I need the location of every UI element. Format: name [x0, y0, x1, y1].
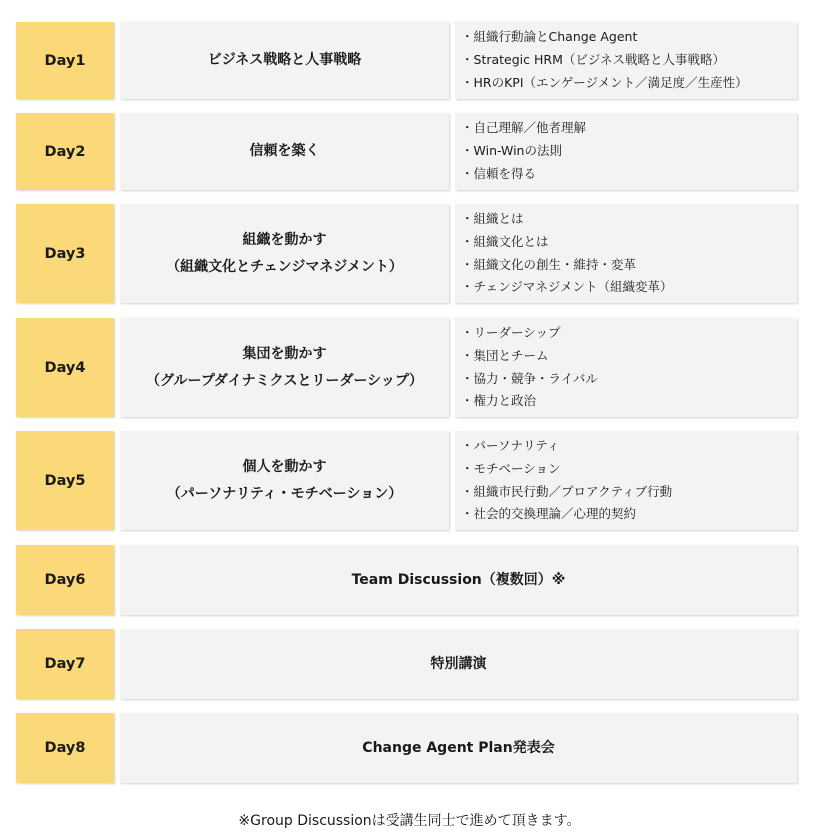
topic-line: 個人を動かす: [242, 458, 327, 475]
details-item: ・ 協力・競争・ライバル: [461, 368, 598, 391]
details-item: ・ 組織文化の創生・維持・変革: [461, 254, 672, 277]
day-label: Day5: [16, 431, 114, 530]
details-list: [455, 208, 672, 299]
details-item: ・ Win-Winの法則: [461, 140, 586, 163]
details-list: [455, 435, 672, 526]
topic-line: ビジネス戦略と人事戦略: [207, 52, 362, 68]
details-list: [455, 26, 748, 94]
topic-line: 信頼を築く: [249, 143, 320, 159]
details-item: ・ 信頼を得る: [461, 163, 586, 186]
topic-cell: [120, 629, 797, 699]
details-item: ・ 集団とチーム: [461, 345, 598, 368]
details-cell: [455, 318, 797, 417]
details-item: ・ 社会的交換理論／心理的契約: [461, 503, 672, 526]
schedule-row-day7: [0, 629, 819, 699]
topic-line: 組織を動かす: [242, 231, 327, 248]
topic-cell: [120, 431, 449, 530]
schedule-row-day6: [0, 545, 819, 615]
topic-line: （グループダイナミクスとリーダーシップ）: [145, 372, 424, 389]
details-item: ・ 自己理解／他者理解: [461, 117, 586, 140]
day-label: Day4: [16, 318, 114, 417]
footnote: ※Group Discussionは受講生同士で進めて頂きます。: [238, 813, 581, 829]
schedule-row-day8: [0, 713, 819, 783]
details-item: ・ 組織とは: [461, 208, 672, 231]
schedule-row-day1: [0, 22, 819, 99]
topic-line: 特別講演: [430, 655, 487, 672]
topic-cell: [120, 204, 449, 303]
details-cell: [455, 431, 797, 530]
details-item: ・ 権力と政治: [461, 390, 598, 413]
details-cell: [455, 204, 797, 303]
topic-cell: [120, 713, 797, 783]
day-label: Day8: [16, 713, 114, 783]
schedule-row-day4: [0, 318, 819, 417]
topic-line: Team Discussion（複数回）※: [351, 571, 566, 588]
topic-cell: [120, 318, 449, 417]
topic-cell: [120, 113, 449, 190]
details-item: ・ 組織市民行動／プロアクティブ行動: [461, 481, 672, 504]
topic-line: （パーソナリティ・モチベーション）: [166, 485, 403, 502]
topic-line: Change Agent Plan発表会: [362, 739, 555, 756]
details-cell: [455, 22, 797, 99]
topic-line: （組織文化とチェンジマネジメント）: [166, 258, 403, 275]
schedule-row-day3: [0, 204, 819, 303]
details-cell: [455, 113, 797, 190]
details-item: ・ モチベーション: [461, 458, 672, 481]
details-item: ・ パーソナリティ: [461, 435, 672, 458]
day-label: Day3: [16, 204, 114, 303]
details-item: ・ HRのKPI（エンゲージメント／満足度／生産性）: [461, 72, 748, 95]
details-item: ・ リーダーシップ: [461, 322, 598, 345]
day-label: Day7: [16, 629, 114, 699]
topic-cell: [120, 22, 449, 99]
day-label: Day2: [16, 113, 114, 190]
day-label: Day6: [16, 545, 114, 615]
details-list: [455, 117, 586, 185]
day-label: Day1: [16, 22, 114, 99]
topic-cell: [120, 545, 797, 615]
details-item: ・ 組織文化とは: [461, 231, 672, 254]
details-list: [455, 322, 598, 413]
details-item: ・ Strategic HRM（ビジネス戦略と人事戦略）: [461, 49, 748, 72]
schedule-row-day5: [0, 431, 819, 530]
topic-line: 集団を動かす: [242, 345, 327, 362]
schedule-row-day2: [0, 113, 819, 190]
details-item: ・ チェンジマネジメント（組織変革）: [461, 276, 672, 299]
details-item: ・ 組織行動論とChange Agent: [461, 26, 748, 49]
